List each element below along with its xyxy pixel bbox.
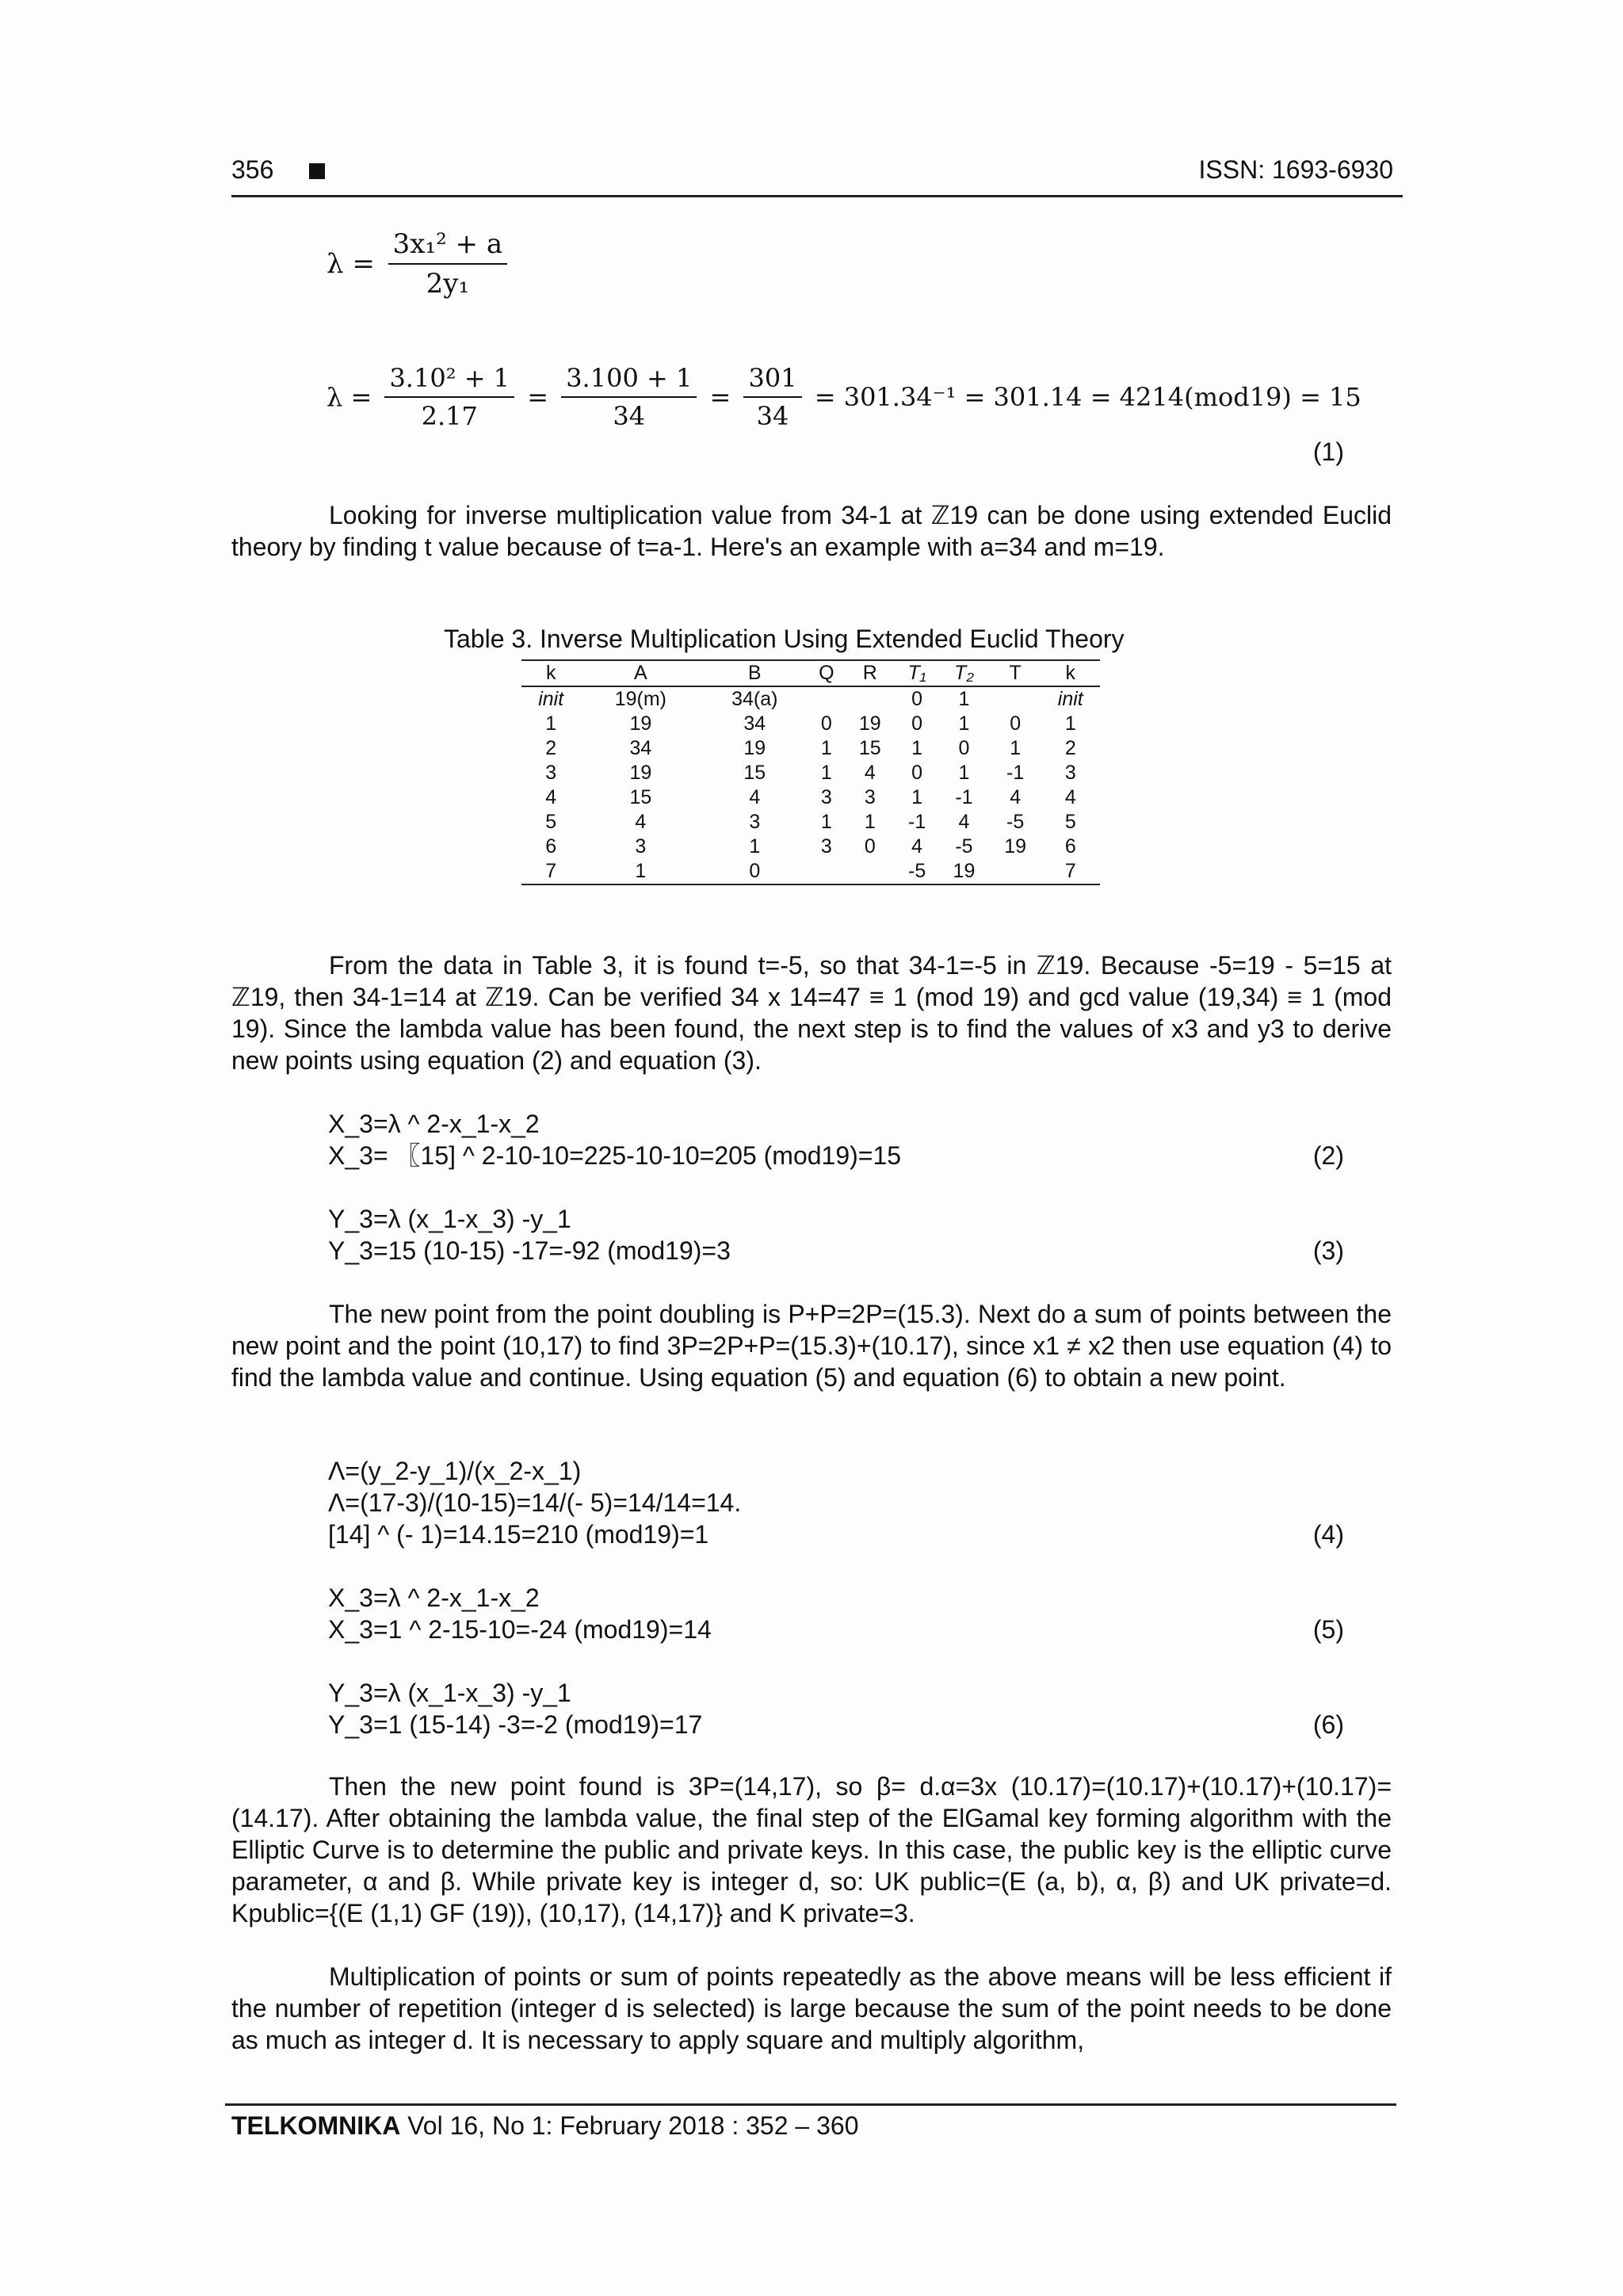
eq6-line-2: Y_3=1 (15-14) -3=-2 (mod19)=17 (328, 1710, 703, 1739)
col-q: Q (808, 660, 844, 686)
table-cell: 15 (629, 786, 652, 808)
table-cell: 4 (545, 786, 557, 808)
table-cell: 1 (1064, 712, 1076, 735)
col-t1: T₁ (896, 660, 938, 686)
table-cell (808, 686, 844, 712)
table-cell: 3 (820, 786, 832, 808)
table-cell: 4 (749, 786, 761, 808)
table-row (521, 761, 1100, 785)
table-cell: -1 (1006, 762, 1025, 784)
table-cell: 5 (545, 811, 557, 833)
eq1-fraction-1 (384, 363, 514, 431)
table-cell: -5 (955, 835, 973, 858)
table-cell: 7 (521, 859, 580, 884)
table-cell: 0 (820, 712, 832, 735)
table-row (521, 712, 1100, 736)
table-cell: 1 (911, 737, 923, 759)
eq1-f2-den: 34 (613, 401, 646, 431)
table-cell: 1 (1010, 737, 1022, 759)
col-k: k (521, 660, 580, 686)
table-cell: init (1057, 688, 1083, 710)
table-cell: 4 (635, 811, 647, 833)
eq1-equals-a: = (527, 382, 549, 412)
table-header-row (521, 660, 1100, 686)
lambda-lhs: λ = (327, 248, 375, 280)
table-cell: 6 (545, 835, 557, 858)
table-cell: 1 (911, 786, 923, 808)
table-cell: 19(m) (614, 688, 667, 710)
table-cell: 1 (958, 762, 970, 784)
page-header (231, 155, 1403, 197)
eq2-line-1: X_3=λ ^ 2-x_1-x_2 (328, 1110, 540, 1138)
table-row (521, 859, 1100, 884)
eq6-line-1: Y_3=λ (x_1-x_3) -y_1 (328, 1679, 571, 1707)
table-cell: 3 (749, 811, 761, 833)
col-b: B (701, 660, 808, 686)
table-row (521, 810, 1100, 835)
eq1-f3-den: 34 (756, 401, 789, 431)
table-cell (844, 859, 896, 884)
table-cell: 2 (545, 737, 557, 759)
eq2-line-2: X_3= 〖15] ^ 2-10-10=225-10-10=205 (mod19)=15 (328, 1141, 902, 1170)
eq1-equals-b: = (709, 382, 731, 412)
page-footer (231, 2111, 858, 2141)
table-cell (844, 686, 896, 712)
journal-details: Vol 16, No 1: February 2018 : 352 – 360 (400, 2111, 859, 2140)
table-3-caption: Table 3. Inverse Multiplication Using Extended Euclid Theory (444, 625, 1125, 653)
square-bullet-icon (309, 163, 325, 179)
table-cell: 1 (580, 859, 701, 884)
lambda-fraction (388, 228, 507, 300)
lambda-definition-equation (327, 228, 512, 300)
lambda-numerator: 3x₁² + a (388, 228, 507, 265)
table-cell: 0 (958, 737, 970, 759)
table-cell: 0 (864, 835, 876, 858)
table-cell: 34 (629, 737, 652, 759)
equation-number-6: (6) (1312, 1710, 1344, 1739)
table-cell: 1 (820, 762, 832, 784)
eq1-tail: = 301.34⁻¹ = 301.14 = 4214(mod19) = 15 (814, 382, 1361, 412)
table-cell: 1 (958, 712, 970, 735)
eq1-f3-num: 301 (743, 363, 801, 398)
table-row (521, 736, 1100, 761)
table-cell: 3 (820, 835, 832, 858)
table-cell: 6 (1064, 835, 1076, 858)
table-cell: 0 (911, 712, 923, 735)
lambda-denominator: 2y₁ (426, 268, 470, 300)
table-cell: 19 (629, 712, 652, 735)
col-t: T (990, 660, 1041, 686)
col-t2: T₂ (938, 660, 990, 686)
equation-number-1: (1) (1312, 437, 1344, 466)
eq5-line-2: X_3=1 ^ 2-15-10=-24 (mod19)=14 (328, 1615, 712, 1644)
eq1-f1-num: 3.10² + 1 (384, 363, 514, 398)
equation-1 (327, 363, 1361, 431)
paragraph-2: From the data in Table 3, it is found t=-5, so that 34-1=-5 in ℤ19. Because -5=19 - 5=15 at ℤ19, then 34-1=14 at ℤ19. Can be verified 34 x 14=47 ≡ 1 (mod 19) and gcd value (19,34) ≡ 1 (mod 19). Since the lambda value has been found, the next step is to find the values of x3 and y3 to derive new points using equation (2) and equation (3). (231, 951, 1392, 1075)
table-cell: 15 (858, 737, 881, 759)
eq4-line-1: Λ=(y_2-y_1)/(x_2-x_1) (328, 1457, 582, 1485)
table-cell: 4 (1010, 786, 1022, 808)
paragraph-1: Looking for inverse multiplication value from 34-1 at ℤ19 can be done using extended Euclid theory by finding t value because of t=a-1. Here's an example with a=34 and m=19. (231, 501, 1392, 561)
page-number: 356 (231, 155, 274, 184)
eq3-line-2: Y_3=15 (10-15) -17=-92 (mod19)=3 (328, 1236, 731, 1265)
eq5-line-1: X_3=λ ^ 2-x_1-x_2 (328, 1584, 540, 1612)
table-cell: init (538, 688, 564, 710)
eq1-fraction-3 (743, 363, 801, 431)
table-cell: 19 (743, 737, 766, 759)
table-cell: 34(a) (731, 688, 778, 710)
table-cell: 1 (864, 811, 876, 833)
eq4-line-3: [14] ^ (- 1)=14.15=210 (mod19)=1 (328, 1520, 709, 1549)
table-cell: 4 (864, 762, 876, 784)
table-cell: 34 (743, 712, 766, 735)
table-cell: 19 (858, 712, 881, 735)
table-row (521, 785, 1100, 810)
equation-number-2: (2) (1312, 1141, 1344, 1170)
footer-rule (225, 2103, 1396, 2106)
table-cell: 19 (1004, 835, 1027, 858)
eq1-f2-num: 3.100 + 1 (561, 363, 697, 398)
journal-name: TELKOMNIKA (231, 2111, 401, 2140)
eq4-line-2: Λ=(17-3)/(10-15)=14/(- 5)=14/14=14. (328, 1488, 742, 1517)
table-cell: 4 (911, 835, 923, 858)
table-cell: 3 (864, 786, 876, 808)
table-row (521, 686, 1100, 712)
table-cell: 3 (1064, 762, 1076, 784)
paragraph-4: Then the new point found is 3P=(14,17), so β= d.α=3x (10.17)=(10.17)+(10.17)+(10.17)=(14.17). After obtaining the lambda value, the final step of the ElGamal key forming algorithm with the Elliptic Curve is to determine the public and private keys. In this case, the public key is the elliptic curve parameter, α and β. While private key is integer d, so: UK public=(E (a, b), α, β) and UK private=d. Kpublic={(E (1,1) GF (19)), (10,17), (14,17)} and K private=3. (231, 1772, 1392, 1927)
table-cell: 1 (749, 835, 761, 858)
issn: ISSN: 1693-6930 (1198, 155, 1393, 184)
table-cell: -1 (955, 786, 973, 808)
table-cell: 5 (1064, 811, 1076, 833)
table-cell: 19 (629, 762, 652, 784)
table-cell: 1 (820, 737, 832, 759)
paragraph-5: Multiplication of points or sum of points repeatedly as the above means will be less efficient if the number of repetition (integer d is selected) is large because the sum of the point needs to be done as much as integer d. It is necessary to apply square and multiply algorithm, (231, 1962, 1392, 2054)
table-cell: 4 (1064, 786, 1076, 808)
table-cell (990, 686, 1041, 712)
table-cell: 0 (911, 688, 923, 710)
table-row (521, 835, 1100, 859)
equation-number-4: (4) (1312, 1520, 1344, 1549)
eq1-f1-den: 2.17 (421, 401, 478, 431)
table-cell (990, 859, 1041, 884)
col-r: R (844, 660, 896, 686)
eq1-lhs: λ = (327, 382, 372, 412)
table-cell: 19 (938, 859, 990, 884)
table-cell: 7 (1041, 859, 1100, 884)
table-cell (808, 859, 844, 884)
table-3 (521, 659, 1100, 885)
table-cell: 4 (958, 811, 970, 833)
equation-number-3: (3) (1312, 1236, 1344, 1265)
table-cell: 2 (1064, 737, 1076, 759)
col-k2: k (1041, 660, 1100, 686)
table-cell: -5 (1006, 811, 1025, 833)
table-cell: -5 (896, 859, 938, 884)
col-a: A (580, 660, 701, 686)
table-cell: 0 (1010, 712, 1022, 735)
table-cell: 3 (545, 762, 557, 784)
paragraph-3: The new point from the point doubling is P+P=2P=(15.3). Next do a sum of points between the new point and the point (10,17) to find 3P=2P+P=(15.3)+(10.17), since x1 ≠ x2 then use equation (4) to find the lambda value and continue. Using equation (5) and equation (6) to obtain a new point. (231, 1300, 1392, 1392)
table-cell: 1 (958, 688, 970, 710)
table-cell: -1 (908, 811, 926, 833)
eq1-fraction-2 (561, 363, 697, 431)
table-cell: 0 (701, 859, 808, 884)
eq3-line-1: Y_3=λ (x_1-x_3) -y_1 (328, 1205, 571, 1233)
table-cell: 1 (545, 712, 557, 735)
table-cell: 1 (820, 811, 832, 833)
table-cell: 0 (911, 762, 923, 784)
equation-number-5: (5) (1312, 1615, 1344, 1644)
table-cell: 15 (743, 762, 766, 784)
table-cell: 3 (635, 835, 647, 858)
